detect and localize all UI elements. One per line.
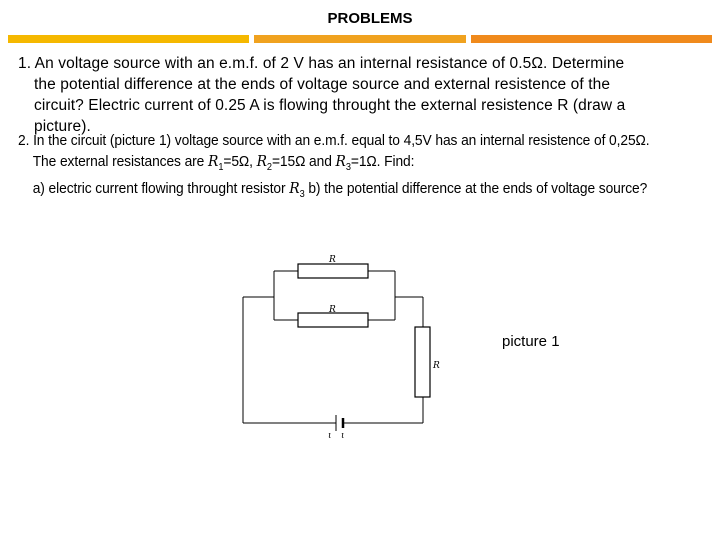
problem-2-line-1: 2. In the circuit (picture 1) voltage source with an e.m.f. equal to 4,5V has an internal resistence of 0,25Ω. <box>18 132 650 149</box>
problem-1-line-3: circuit? Electric current of 0.25 A is flowing throught the external resistence R (draw a <box>34 97 626 114</box>
resistor-r1 <box>298 264 368 278</box>
r1-symbol: R <box>208 152 219 170</box>
problem-2-line-2-text: The external resistances are <box>32 153 209 170</box>
problem-1-line-4: picture). <box>34 118 91 135</box>
label-r3: R <box>433 361 440 371</box>
figure-caption: picture 1 <box>502 333 560 350</box>
battery-mark-left: ι <box>328 431 332 441</box>
r2-subscript: 2 <box>266 162 272 173</box>
r2-value: =15Ω and <box>271 153 336 170</box>
page-title: PROBLEMS <box>327 10 413 27</box>
r3-ref-symbol: R <box>289 179 300 197</box>
r3-subscript: 3 <box>345 162 351 173</box>
r3-ref-subscript: 3 <box>299 189 305 200</box>
problem-1-line-1: 1. An voltage source with an e.m.f. of 2 V has an internal resistance of 0.5Ω. Determine <box>18 55 625 72</box>
r3-symbol: R <box>335 152 346 170</box>
r3-value: =1Ω. Find: <box>350 153 415 170</box>
battery-mark-right: ι <box>341 431 345 441</box>
problem-2-line-3-end: b) the potential difference at the ends of voltage source? <box>304 180 648 197</box>
resistor-r2 <box>298 313 368 327</box>
label-r2: R <box>329 305 336 315</box>
problem-2-line-3-text: a) electric current flowing throught resistor <box>32 180 290 197</box>
r2-symbol: R <box>256 152 267 170</box>
r1-subscript: 1 <box>218 162 224 173</box>
label-r1: R <box>329 255 336 265</box>
r1-value: =5Ω, <box>223 153 257 170</box>
problem-1-line-2: the potential difference at the ends of voltage source and external resistence of the <box>34 76 611 93</box>
resistor-r3 <box>415 327 430 397</box>
